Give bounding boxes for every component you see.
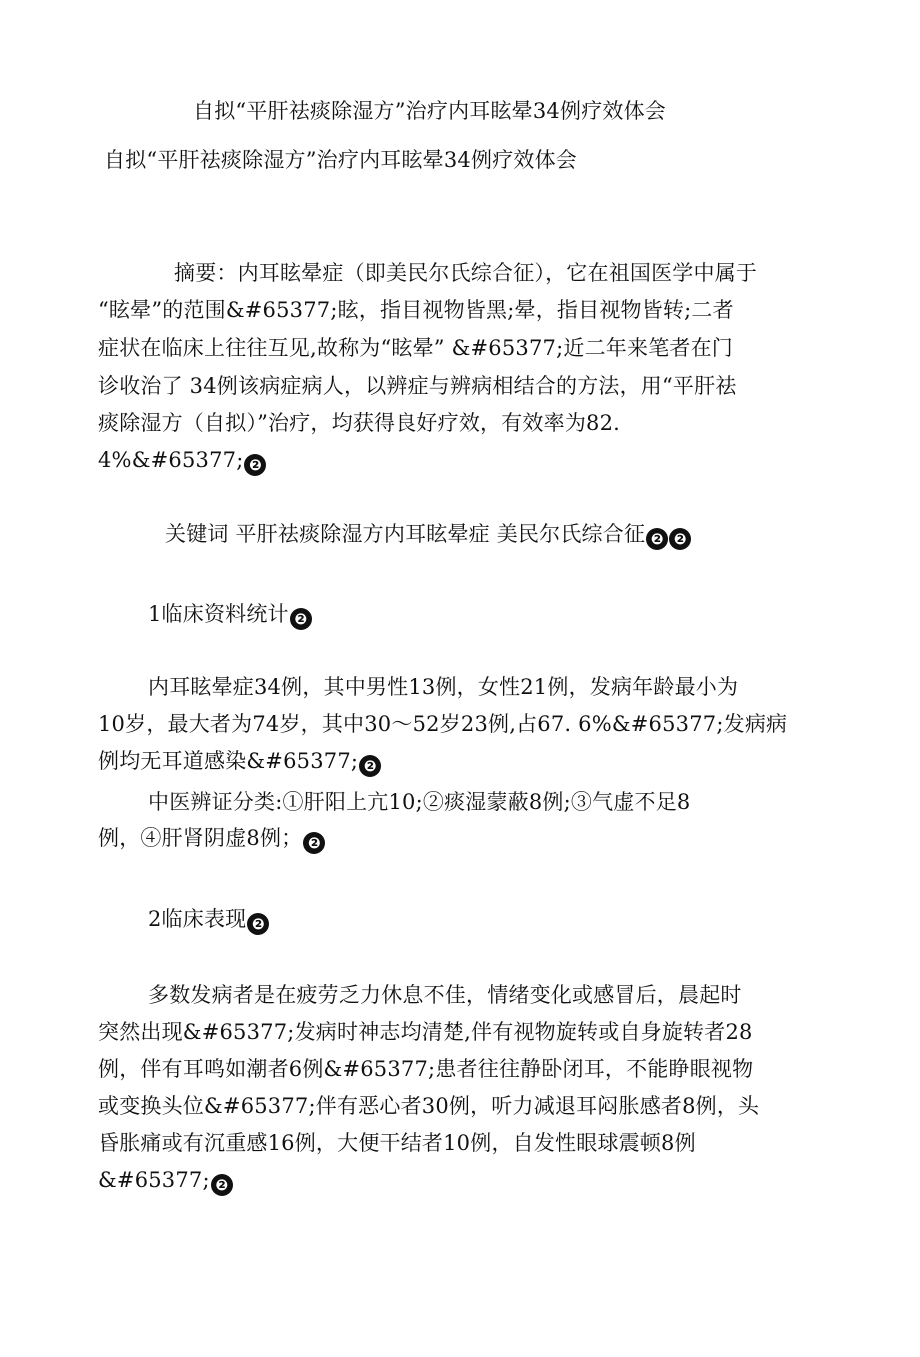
section2-paragraph-line: 突然出现&#65377;发病时神志均清楚,伴有视物旋转或自身旋转者28 bbox=[98, 1020, 753, 1044]
section2-heading-text: 2临床表现 bbox=[148, 907, 247, 931]
list-bullet-icon: ❷ bbox=[244, 454, 266, 476]
section2-paragraph-line: 例，伴有耳鸣如潮者6例&#65377;患者往往静卧闭耳，不能睁眼视物 bbox=[98, 1057, 754, 1081]
abstract-line: 痰除湿方（自拟）”治疗，均获得良好疗效，有效率为82. bbox=[98, 411, 621, 435]
keywords-line bbox=[165, 517, 691, 551]
section2-paragraph-text: &#65377; bbox=[98, 1168, 210, 1192]
section2-paragraph-line: 昏胀痛或有沉重感16例，大便干结者10例，自发性眼球震顿8例 bbox=[98, 1131, 696, 1155]
document-title: 自拟“平肝祛痰除湿方”治疗内耳眩晕34例疗效体会 bbox=[193, 99, 666, 123]
section1-classification-line-end bbox=[98, 821, 325, 855]
section1-heading bbox=[148, 597, 312, 631]
section2-paragraph-line: 多数发病者是在疲劳乏力休息不佳，情绪变化或感冒后，晨起时 bbox=[148, 983, 742, 1007]
list-bullet-icon: ❷ bbox=[646, 528, 668, 550]
section1-paragraph-line: 10岁，最大者为74岁，其中30～52岁23例,占67. 6%&#65377;发病病 bbox=[98, 712, 788, 736]
abstract-line-end bbox=[98, 443, 266, 477]
keywords-text: 关键词 平肝祛痰除湿方内耳眩晕症 美民尔氏综合征 bbox=[165, 522, 646, 546]
abstract-line: 摘要：内耳眩晕症（即美民尔氏综合征），它在祖国医学中属于 bbox=[174, 261, 758, 285]
section1-paragraph-line-end bbox=[98, 744, 381, 778]
list-bullet-icon: ❷ bbox=[211, 1174, 233, 1196]
section1-paragraph-line: 内耳眩晕症34例，其中男性13例，女性21例，发病年龄最小为 bbox=[148, 675, 739, 699]
section2-paragraph-line: 或变换头位&#65377;伴有恶心者30例，听力减退耳闷胀感者8例，头 bbox=[98, 1094, 760, 1118]
section2-paragraph-line-end bbox=[98, 1163, 233, 1197]
section1-heading-text: 1临床资料统计 bbox=[148, 602, 289, 626]
document-subtitle: 自拟“平肝祛痰除湿方”治疗内耳眩晕34例疗效体会 bbox=[104, 148, 577, 172]
abstract-line-text: 4%&#65377; bbox=[98, 448, 244, 472]
abstract-line: 症状在临床上往往互见,故称为“眩晕” &#65377;近二年来笔者在门 bbox=[98, 336, 733, 360]
list-bullet-icon: ❷ bbox=[669, 528, 691, 550]
section1-classification-text: 例，④肝肾阴虚8例； bbox=[98, 826, 303, 850]
section1-classification-line: 中医辨证分类:①肝阳上亢10;②痰湿蒙蔽8例;③气虚不足8 bbox=[148, 790, 691, 814]
list-bullet-icon: ❷ bbox=[290, 608, 312, 630]
section2-heading bbox=[148, 902, 269, 936]
list-bullet-icon: ❷ bbox=[247, 913, 269, 935]
list-bullet-icon: ❷ bbox=[303, 832, 325, 854]
abstract-line: 诊收治了 34例该病症病人，以辨症与辨病相结合的方法，用“平肝祛 bbox=[98, 374, 737, 398]
list-bullet-icon: ❷ bbox=[359, 755, 381, 777]
section1-paragraph-text: 例均无耳道感染&#65377; bbox=[98, 749, 359, 773]
abstract-line: “眩晕”的范围&#65377;眩，指目视物皆黑;晕，指目视物皆转;二者 bbox=[98, 298, 734, 322]
